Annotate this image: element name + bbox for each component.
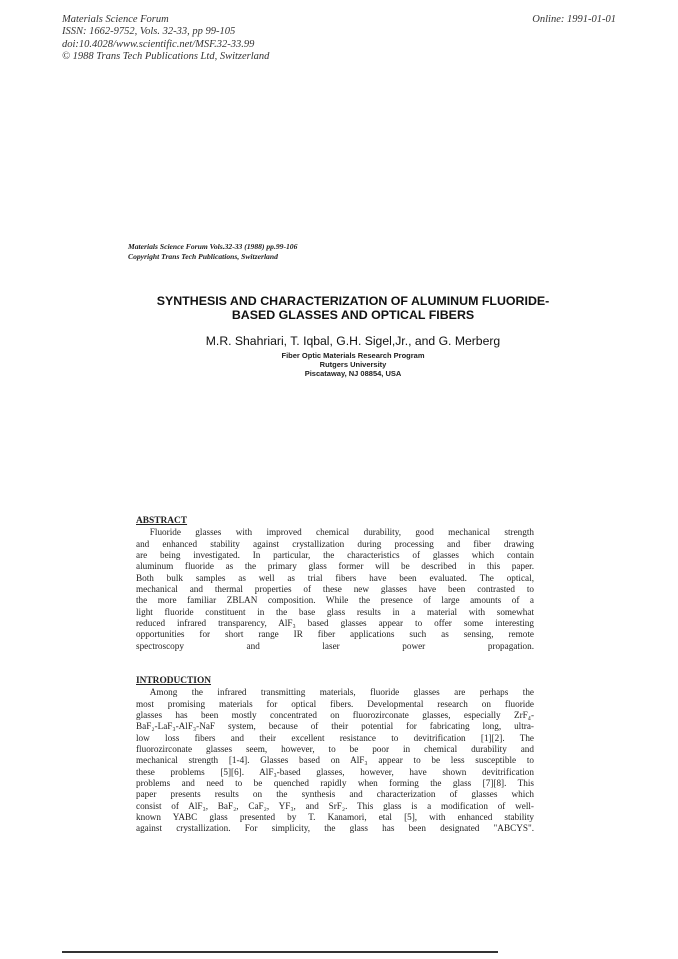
author-list: M.R. Shahriari, T. Iqbal, G.H. Sigel,Jr., and G. Merberg bbox=[205, 334, 501, 348]
meta-journal-line: Materials Science Forum bbox=[62, 14, 169, 25]
text-line: low loss fibers and their excellent resistance to devitrification [1][2]. The bbox=[136, 732, 534, 743]
introduction-section bbox=[136, 676, 534, 835]
meta-doi-line: doi:10.4028/www.scientific.net/MSF.32-33.99 bbox=[62, 38, 255, 50]
abstract-heading: ABSTRACT bbox=[136, 516, 188, 526]
meta-copyright-line: © 1988 Trans Tech Publications Ltd, Switzerland bbox=[62, 51, 270, 63]
affiliation-address: Piscataway, NJ 08854, USA bbox=[304, 369, 402, 379]
text-line: Fluoride glasses with improved chemical durability, good mechanical strength bbox=[136, 527, 534, 538]
paper-title-line-1: SYNTHESIS AND CHARACTERIZATION OF ALUMINUM FLUORIDE- bbox=[156, 294, 550, 308]
text-line: glasses has been mostly concentrated on fluorozirconate glasses, especially ZrF₄- bbox=[136, 709, 534, 720]
text-line: paper presents results on the synthesis and characterization of glasses which bbox=[136, 789, 534, 800]
text-line: light fluoride constituent in the base glass results in a material with somewhat bbox=[136, 606, 534, 617]
meta-issn-line: ISSN: 1662-9752, Vols. 32-33, pp 99-105 bbox=[62, 26, 236, 38]
text-line: fluorozirconate glasses seem, however, to be poor in chemical durability and bbox=[136, 744, 534, 755]
abstract-section bbox=[136, 516, 534, 652]
text-line: Both bulk samples as well as trial fibers have been evaluated. The optical, bbox=[136, 572, 534, 583]
affiliation bbox=[100, 351, 606, 379]
text-line: problems and need to be quenched rapidly when forming the glass [7][8]. This bbox=[136, 778, 534, 789]
journal-reference-line: Materials Science Forum Vols.32-33 (1988) pp.99-106 bbox=[128, 242, 298, 251]
text-line: the more familiar ZBLAN composition. While the presence of large amounts of a bbox=[136, 595, 534, 606]
text-line: mechanical and thermal properties of these new glasses have been contrasted to bbox=[136, 584, 534, 595]
affiliation-program: Fiber Optic Materials Research Program bbox=[281, 351, 425, 360]
text-line: against crystallization. For simplicity, the glass has been designated "ABCYS". bbox=[136, 823, 534, 834]
citation-metadata bbox=[62, 14, 269, 64]
text-line: mechanical strength [1-4]. Glasses based on AlF₃ appear to be less susceptible to bbox=[136, 755, 534, 766]
text-line: opportunities for short range IR fiber applications such as sensing, remote bbox=[136, 629, 534, 640]
online-date: Online: 1991-01-01 bbox=[532, 14, 616, 25]
introduction-heading: INTRODUCTION bbox=[136, 676, 212, 686]
text-line: and enhanced stability against crystallization during processing and fiber drawing bbox=[136, 538, 534, 549]
paper-title bbox=[100, 295, 606, 322]
text-line: most promising materials for optical fibers. Developmental research on fluoride bbox=[136, 698, 534, 709]
text-line: spectroscopy and laser power propagation. bbox=[136, 640, 534, 651]
paper-title-line-2: BASED GLASSES AND OPTICAL FIBERS bbox=[231, 307, 475, 322]
text-line: known YABC glass presented by T. Kanamori, etal [5], with enhanced stability bbox=[136, 812, 534, 823]
journal-copyright-line: Copyright Trans Tech Publications, Switzerland bbox=[128, 252, 278, 261]
introduction-body bbox=[136, 687, 534, 834]
journal-reference bbox=[128, 242, 297, 262]
text-line: consist of AlF₃, BaF₂, CaF₂, YF₃, and SrF₂. This glass is a modification of well- bbox=[136, 800, 534, 811]
text-line: these problems [5][6]. AlF₃-based glasses, however, have shown devitrification bbox=[136, 766, 534, 777]
affiliation-university: Rutgers University bbox=[319, 360, 387, 370]
abstract-body bbox=[136, 527, 534, 652]
text-line: BaF₂-LaF₃-AlF₃-NaF system, because of their potential for fabricating long, ultra- bbox=[136, 721, 534, 732]
text-line: reduced infrared transparency, AlF₃ based glasses appear to offer some interesting bbox=[136, 618, 534, 629]
text-line: aluminum fluoride as the primary glass former will be described in this paper. bbox=[136, 561, 534, 572]
text-line: are being investigated. In particular, the characteristics of glasses which contain bbox=[136, 549, 534, 560]
text-line: Among the infrared transmitting materials, fluoride glasses are perhaps the bbox=[136, 687, 534, 698]
footer-rule bbox=[62, 951, 498, 953]
